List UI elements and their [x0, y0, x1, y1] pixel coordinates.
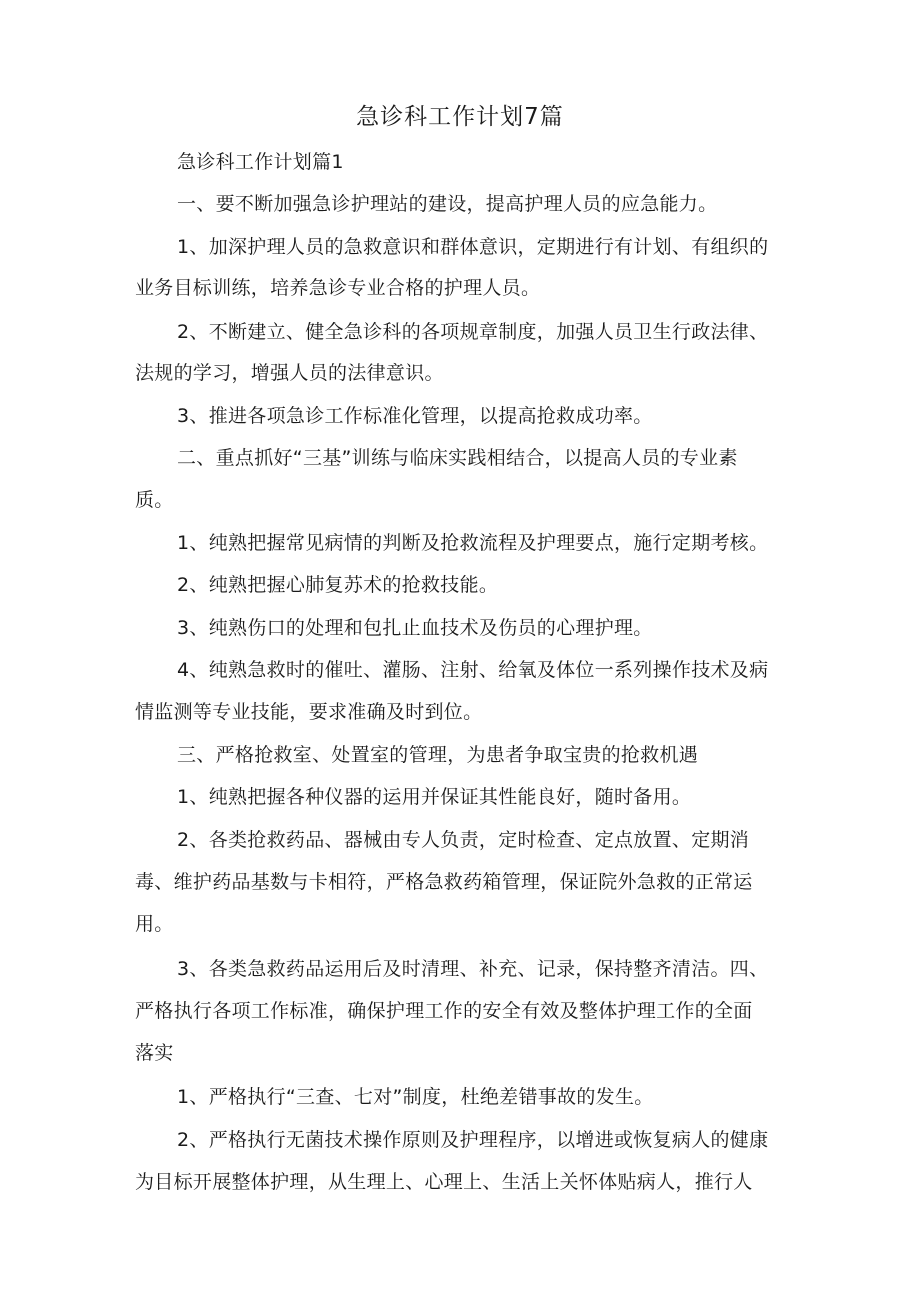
paragraph-line: 1、纯熟把握常见病情的判断及抢救流程及护理要点，施行定期考核。: [177, 532, 769, 554]
paragraph-line: 1、加深护理人员的急救意识和群体意识，定期进行有计划、有组织的: [177, 236, 769, 258]
paragraph-line: 法规的学习，增强人员的法律意识。: [135, 362, 444, 384]
paragraph-line: 2、不断建立、健全急诊科的各项规章制度，加强人员卫生行政法律、: [177, 321, 769, 343]
paragraph-line: 一、要不断加强急诊护理站的建设，提高护理人员的应急能力。: [177, 193, 718, 215]
paragraph-line: 二、重点抓好“三基”训练与临床实践相结合，以提高人员的专业素: [177, 447, 738, 469]
paragraph-line: 严格执行各项工作标准，确保护理工作的安全有效及整体护理工作的全面: [135, 1000, 753, 1022]
paragraph-line: 三、严格抢救室、处置室的管理，为患者争取宝贵的抢救机遇: [177, 744, 699, 766]
paragraph-line: 4、纯熟急救时的催吐、灌肠、注射、给氧及体位一系列操作技术及病: [177, 659, 769, 681]
paragraph-line: 质。: [135, 489, 174, 511]
paragraph-line: 落实: [135, 1042, 174, 1064]
paragraph-line: 用。: [135, 913, 174, 935]
paragraph-line: 2、严格执行无菌技术操作原则及护理程序，以增进或恢复病人的健康: [177, 1129, 769, 1151]
paragraph-line: 3、推进各项急诊工作标准化管理，以提高抢救成功率。: [177, 405, 653, 427]
section-heading: 急诊科工作计划篇1: [177, 151, 344, 173]
paragraph-line: 情监测等专业技能，要求准确及时到位。: [135, 701, 483, 723]
document-title: 急诊科工作计划7篇: [356, 104, 564, 130]
paragraph-line: 3、各类急救药品运用后及时清理、补充、记录，保持整齐清洁。四、: [177, 958, 769, 980]
paragraph-line: 3、纯熟伤口的处理和包扎止血技术及伤员的心理护理。: [177, 617, 653, 639]
paragraph-line: 2、各类抢救药品、器械由专人负责，定时检查、定点放置、定期消: [177, 829, 750, 851]
paragraph-line: 为目标开展整体护理，从生理上、心理上、生活上关怀体贴病人，推行人: [135, 1171, 753, 1193]
paragraph-line: 1、严格执行“三查、七对”制度，杜绝差错事故的发生。: [177, 1086, 654, 1108]
paragraph-line: 毒、维护药品基数与卡相符，严格急救药箱管理，保证院外急救的正常运: [135, 871, 753, 893]
paragraph-line: 业务目标训练，培养急诊专业合格的护理人员。: [135, 277, 541, 299]
paragraph-line: 2、纯熟把握心肺复苏术的抢救技能。: [177, 574, 499, 596]
paragraph-line: 1、纯熟把握各种仪器的运用并保证其性能良好，随时备用。: [177, 786, 692, 808]
